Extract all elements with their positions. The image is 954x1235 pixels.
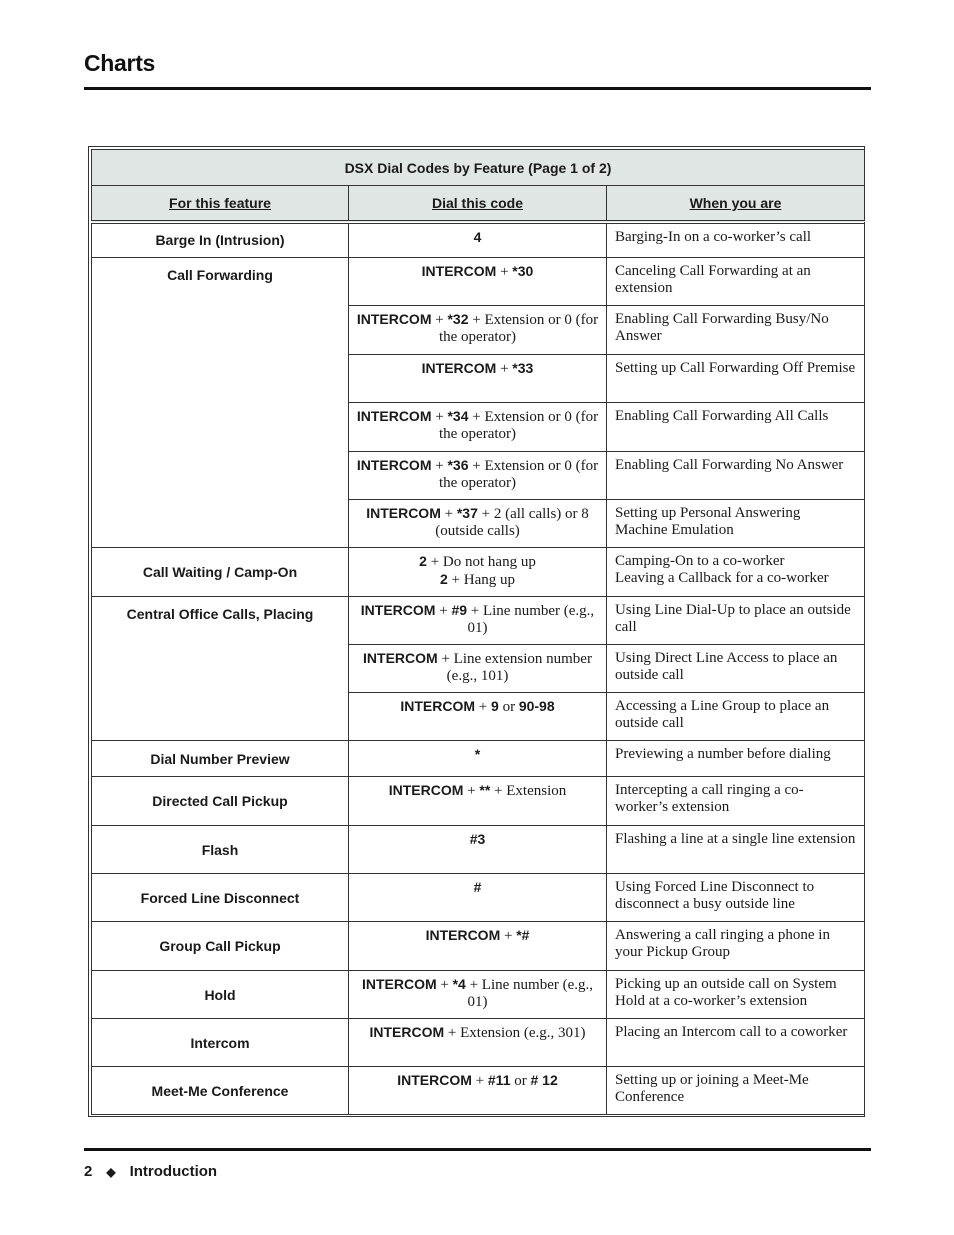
dial-code-key: INTERCOM: [388, 782, 464, 798]
dial-code-key: INTERCOM: [425, 927, 501, 943]
dial-code-text: +: [475, 699, 492, 715]
dial-code-text: + Extension or 0 (for the operator): [438, 312, 599, 345]
table-row: [92, 597, 865, 645]
usage-description-line: Camping-On to a co-worker: [615, 553, 785, 569]
dial-code-text: + Do not hang up: [426, 554, 536, 570]
dial-code-text: +: [440, 506, 457, 522]
dial-code-key: INTERCOM: [356, 311, 432, 327]
table-row: [92, 741, 865, 777]
dial-code-key: INTERCOM: [363, 650, 438, 666]
dial-code-key: INTERCOM: [369, 1024, 445, 1040]
usage-description: Using Forced Line Disconnect to disconnect a busy outside line: [607, 874, 865, 922]
footer-section-name: Introduction: [129, 1163, 218, 1180]
dial-code-text: +: [436, 977, 453, 993]
dial-code-text: + Line extension number (e.g., 101): [437, 651, 592, 684]
table-row: [92, 1019, 865, 1067]
dial-code-key: 2: [440, 571, 448, 587]
dial-code-key: #3: [469, 831, 486, 847]
usage-description: Previewing a number before dialing: [607, 741, 865, 777]
dial-code: [349, 355, 607, 403]
dial-codes-table-frame: [88, 146, 865, 1117]
dial-code: [349, 222, 607, 258]
usage-description: Setting up or joining a Meet-Me Conference: [607, 1067, 865, 1115]
table-caption-page: (Page 1 of 2): [524, 159, 612, 176]
table-caption-row: [92, 150, 865, 186]
dial-code-key: *37: [456, 505, 478, 521]
feature-name: Flash: [92, 826, 349, 874]
table-row: [92, 548, 865, 597]
dial-code-text: +: [431, 458, 448, 474]
feature-name: Call Forwarding: [92, 258, 349, 548]
usage-description: Picking up an outside call on System Hold at a co-worker’s extension: [607, 971, 865, 1019]
dial-code: [349, 777, 607, 826]
dial-code-text: +: [431, 312, 448, 328]
dial-code: [349, 548, 607, 597]
dial-code-text: + Extension: [490, 783, 567, 799]
dial-code: [349, 500, 607, 548]
dial-code: [349, 1067, 607, 1115]
table-caption: [92, 150, 865, 186]
table-row: [92, 777, 865, 826]
dial-code-key: 90-98: [518, 698, 555, 714]
dial-code-key: **: [479, 782, 491, 798]
usage-description: Barging-In on a co-worker’s call: [607, 222, 865, 258]
column-header-code: Dial this code: [349, 186, 607, 222]
dial-code-text: + Line number (e.g., 01): [467, 603, 595, 636]
title-rule: [84, 87, 871, 90]
dial-code-key: #11: [487, 1072, 511, 1088]
dial-code: [349, 306, 607, 355]
column-header-when: When you are: [607, 186, 865, 222]
table-row: [92, 826, 865, 874]
table-caption-bold: DSX Dial Codes by Feature: [344, 159, 525, 176]
usage-description: Placing an Intercom call to a coworker: [607, 1019, 865, 1067]
usage-description: Using Direct Line Access to place an outside call: [607, 645, 865, 693]
usage-description-line: Leaving a Callback for a co-worker: [615, 570, 829, 586]
dial-code-text: +: [500, 928, 517, 944]
dial-code: [349, 597, 607, 645]
table-row: [92, 971, 865, 1019]
dial-code-text: +: [463, 783, 480, 799]
dial-code-key: INTERCOM: [397, 1072, 472, 1088]
dial-code-text: +: [435, 603, 452, 619]
dial-code-key: INTERCOM: [421, 360, 497, 376]
dial-code: [349, 922, 607, 971]
dial-code-key: *36: [447, 457, 469, 473]
usage-description: Enabling Call Forwarding Busy/No Answer: [607, 306, 865, 355]
dial-code-key: INTERCOM: [361, 976, 437, 992]
dial-code: [349, 971, 607, 1019]
usage-description: Intercepting a call ringing a co-worker’s extension: [607, 777, 865, 826]
usage-description: Enabling Call Forwarding All Calls: [607, 403, 865, 452]
dial-code-text: +: [496, 264, 513, 280]
table-header-row: [92, 186, 865, 222]
usage-description: Canceling Call Forwarding at an extension: [607, 258, 865, 306]
feature-name: Hold: [92, 971, 349, 1019]
dial-code-key: #9: [451, 602, 468, 618]
usage-description: [607, 548, 865, 597]
dial-code-key: *: [474, 746, 481, 762]
usage-description: Enabling Call Forwarding No Answer: [607, 452, 865, 500]
table-row: [92, 874, 865, 922]
dial-code-key: 2: [419, 553, 427, 569]
dial-code-text: +: [496, 361, 513, 377]
dial-code-key: *#: [516, 927, 530, 943]
dial-codes-table: [91, 149, 865, 1115]
dial-code-text: + Hang up: [447, 572, 515, 588]
dial-code-key: INTERCOM: [400, 698, 476, 714]
usage-description: Flashing a line at a single line extension: [607, 826, 865, 874]
dial-code-key: *34: [447, 408, 469, 424]
dial-code: [349, 645, 607, 693]
dial-code-text: + Extension (e.g., 301): [444, 1025, 586, 1041]
dial-code-key: INTERCOM: [356, 457, 432, 473]
dial-code: [349, 693, 607, 741]
page-footer: [84, 1163, 217, 1180]
table-body: [92, 222, 865, 1115]
diamond-icon: ◆: [106, 1164, 116, 1179]
dial-code-key: *30: [512, 263, 534, 279]
dial-code-key: #: [473, 879, 482, 895]
table-row: [92, 1067, 865, 1115]
footer-rule: [84, 1148, 871, 1151]
dial-code: [349, 874, 607, 922]
dial-code-text: + Line number (e.g., 01): [465, 977, 594, 1010]
table-row: [92, 222, 865, 258]
dial-code: [349, 1019, 607, 1067]
dial-code-text: +: [431, 409, 448, 425]
feature-name: Central Office Calls, Placing: [92, 597, 349, 741]
dial-code-key: # 12: [530, 1072, 558, 1088]
feature-name: Directed Call Pickup: [92, 777, 349, 826]
dial-code: [349, 452, 607, 500]
dial-code-text: or: [510, 1073, 531, 1089]
table-row: [92, 922, 865, 971]
feature-name: Intercom: [92, 1019, 349, 1067]
feature-name: Dial Number Preview: [92, 741, 349, 777]
usage-description: Setting up Call Forwarding Off Premise: [607, 355, 865, 403]
feature-name: Group Call Pickup: [92, 922, 349, 971]
dial-code: [349, 258, 607, 306]
usage-description: Using Line Dial-Up to place an outside call: [607, 597, 865, 645]
page-number: 2: [84, 1163, 93, 1180]
dial-code: [349, 826, 607, 874]
feature-name: Meet-Me Conference: [92, 1067, 349, 1115]
dial-code-text: or: [498, 699, 519, 715]
dial-code-key: INTERCOM: [421, 263, 497, 279]
dial-code-key: 4: [473, 228, 482, 245]
dial-code-key: INTERCOM: [366, 505, 441, 521]
feature-name: Forced Line Disconnect: [92, 874, 349, 922]
dial-code-key: INTERCOM: [360, 602, 436, 618]
column-header-feature: For this feature: [92, 186, 349, 222]
usage-description: Setting up Personal Answering Machine Emulation: [607, 500, 865, 548]
dial-code-text: + Extension or 0 (for the operator): [438, 409, 599, 442]
dial-code-key: 9: [491, 698, 499, 714]
feature-name: Barge In (Intrusion): [92, 222, 349, 258]
dial-code-text: +: [471, 1073, 488, 1089]
usage-description: Answering a call ringing a phone in your Pickup Group: [607, 922, 865, 971]
table-row: [92, 258, 865, 306]
dial-code-key: *32: [447, 311, 469, 327]
feature-name: Call Waiting / Camp-On: [92, 548, 349, 597]
dial-code-key: *33: [512, 360, 534, 376]
dial-code: [349, 741, 607, 777]
dial-code: [349, 403, 607, 452]
page-title: Charts: [84, 50, 156, 76]
dial-code-key: *4: [452, 976, 466, 992]
dial-code-key: INTERCOM: [356, 408, 432, 424]
dial-code-text: + Extension or 0 (for the operator): [438, 458, 599, 491]
usage-description: Accessing a Line Group to place an outside call: [607, 693, 865, 741]
dial-code-text: + 2 (all calls) or 8 (outside calls): [435, 506, 589, 539]
